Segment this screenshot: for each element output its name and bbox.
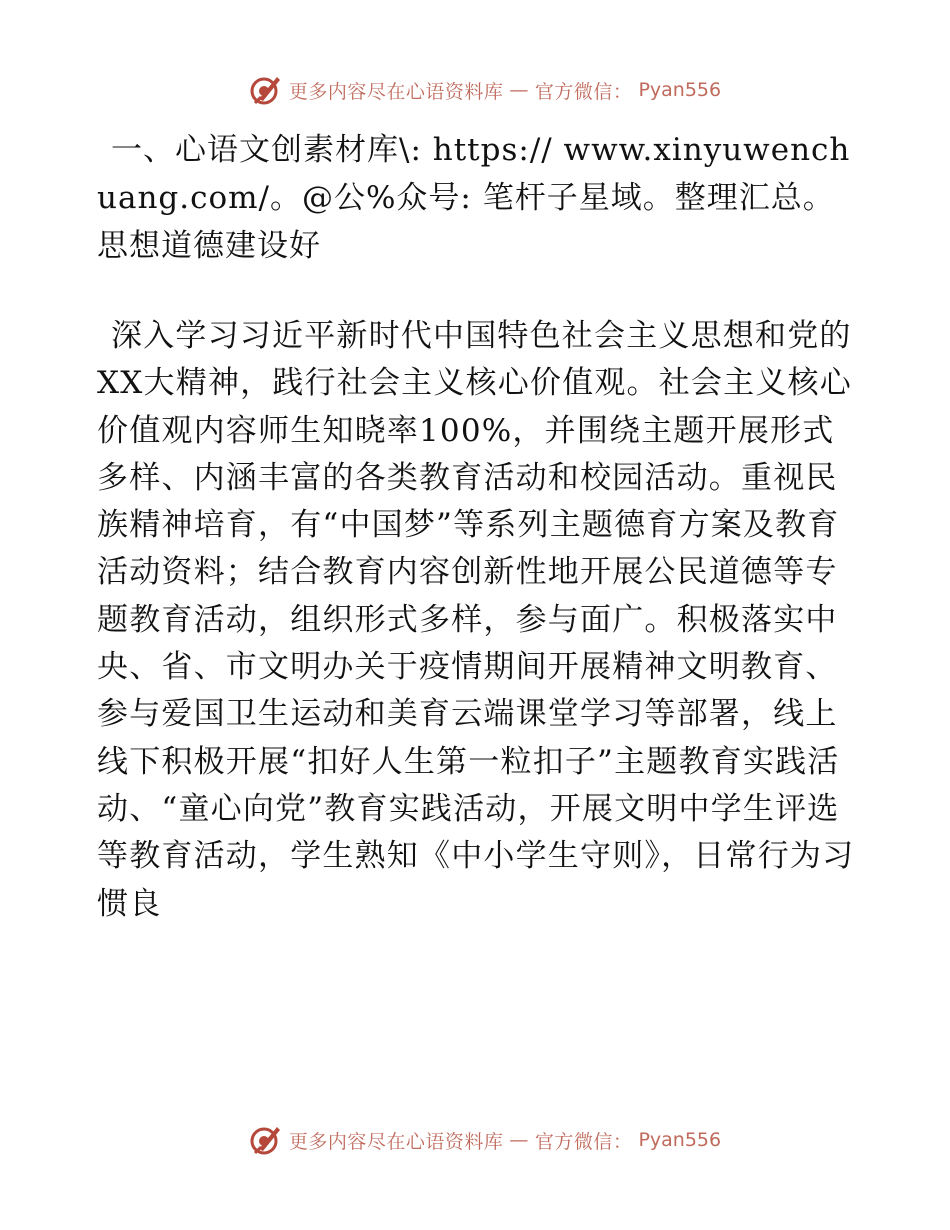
- heading-text: 一、心语文创素材库\: https:// www.xinyuwenchuang.com/。@公%众号: 笔杆子星域。整理汇总。思想道德建设好: [97, 132, 851, 264]
- footer-wechat-id: Pyan556: [638, 1129, 722, 1151]
- header-wechat-id: Pyan556: [638, 79, 722, 101]
- footer-site-text: 更多内容尽在心语资料库: [288, 1130, 504, 1153]
- quill-logo-icon: [249, 73, 283, 107]
- quill-logo-icon: [249, 1123, 283, 1157]
- header-wechat-label: 官方微信：: [534, 80, 633, 103]
- paragraph-text: 深入学习习近平新时代中国特色社会主义思想和党的XX大精神，践行社会主义核心价值观。社会主义核心价值观内容师生知晓率100%，并围绕主题开展形式多样、内涵丰富的各类教育活动和校园活动。重视民族精神培育，有“中国梦”等系列主题德育方案及教育活动资料；结合教育内容创新性地开展公民道德等专题教育活动，组织形式多样，参与面广。积极落实中央、省、市文明办关于疫情期间开展精神文明教育、参与爱国卫生运动和美育云端课堂学习等部署，线上线下积极开展“扣好人生第一粒扣子”主题教育实践活动、“童心向党”教育实践活动，开展文明中学生评选等教育活动，学生熟知《中小学生守则》，日常行为习惯良: [97, 318, 855, 922]
- header-separator: —: [509, 79, 529, 101]
- footer-wechat-label: 官方微信：: [534, 1130, 633, 1153]
- footer-watermark-content: [249, 1123, 721, 1157]
- document-heading: [97, 126, 857, 270]
- header-watermark-content: [249, 73, 721, 107]
- footer-watermark-banner: [0, 1120, 950, 1160]
- header-watermark-banner: [0, 70, 950, 110]
- footer-separator: —: [509, 1129, 529, 1151]
- header-site-text: 更多内容尽在心语资料库: [288, 80, 504, 103]
- document-paragraph: [97, 313, 857, 928]
